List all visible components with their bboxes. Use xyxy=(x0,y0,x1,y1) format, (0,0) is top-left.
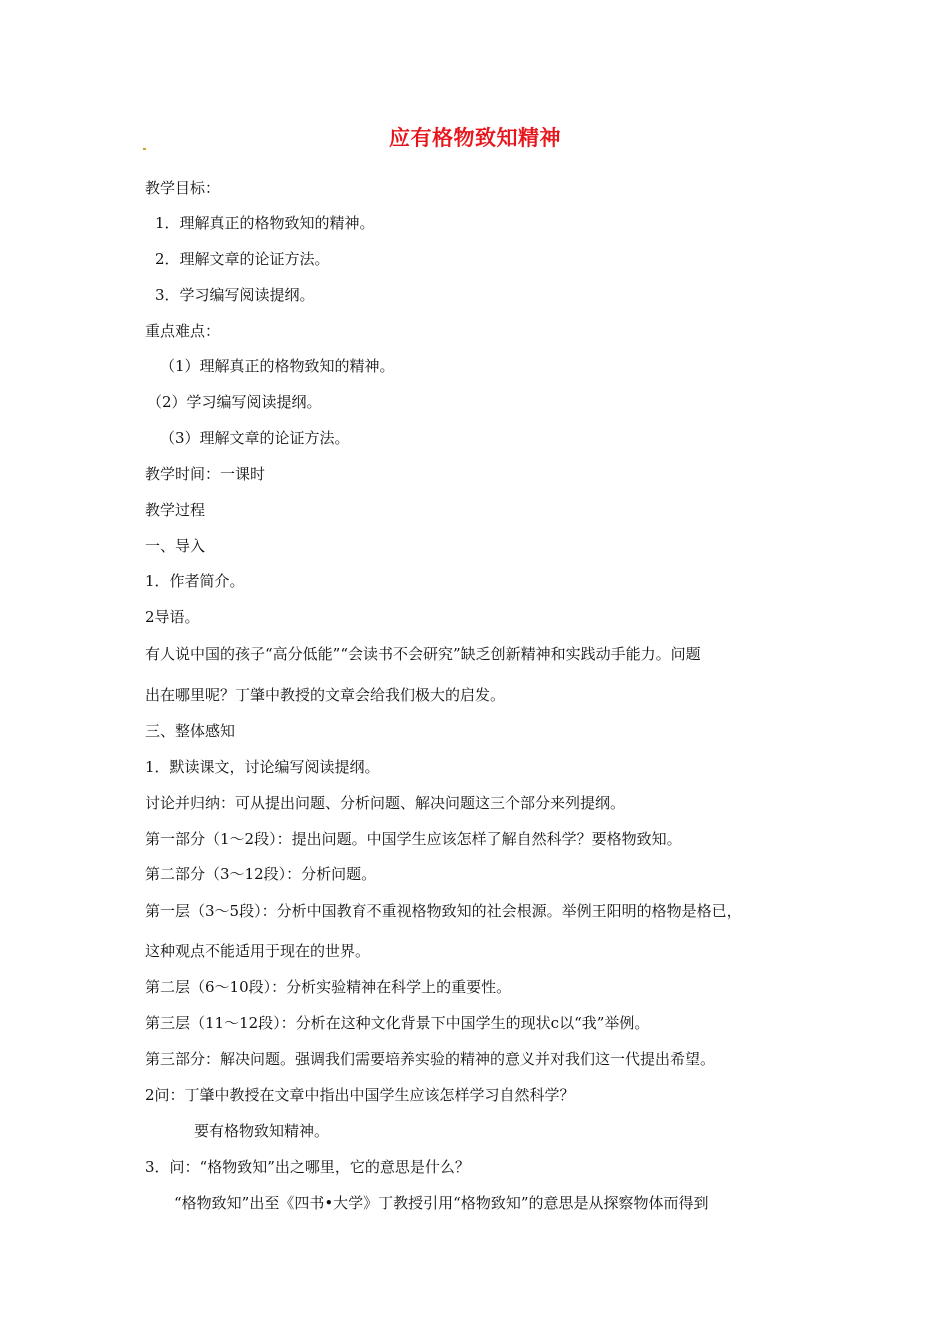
list-item: 2导语。 xyxy=(145,608,200,626)
question-line: 2问：丁肇中教授在文章中指出中国学生应该怎样学习自然科学？ xyxy=(145,1086,575,1104)
answer-line: 要有格物致知精神。 xyxy=(194,1122,330,1140)
paragraph-line: 第三层（11～12段）：分析在这种文化背景下中国学生的现状c以“我”举例。 xyxy=(145,1014,650,1032)
paragraph-line: 有人说中国的孩子“高分低能”“会读书不会研究”缺乏创新精神和实践动手能力。问题 xyxy=(145,645,701,663)
list-item: 1．作者简介。 xyxy=(145,572,245,590)
paragraph-line: 第二部分（3～12段）：分析问题。 xyxy=(145,865,377,883)
list-item: （1）理解真正的格物致知的精神。 xyxy=(160,357,395,375)
paragraph-line: 第二层（6～10段）：分析实验精神在科学上的重要性。 xyxy=(145,978,512,996)
section-heading-key-points: 重点难点： xyxy=(145,322,221,340)
paragraph-line: 教学时间：一课时 xyxy=(145,465,266,483)
answer-line: “格物致知”出至《四书•大学》丁教授引用“格物致知”的意思是从探察物体而得到 xyxy=(174,1194,709,1212)
page-title: 应有格物致知精神 xyxy=(389,126,561,150)
paragraph-line: 第一部分（1～2段）：提出问题。中国学生应该怎样了解自然科学？要格物致知。 xyxy=(145,830,682,848)
list-item: 1．理解真正的格物致知的精神。 xyxy=(155,214,375,232)
paragraph-line: 第三部分：解决问题。强调我们需要培养实验的精神的意义并对我们这一代提出希望。 xyxy=(145,1050,716,1068)
paragraph-line: 第一层（3～5段）：分析中国教育不重视格物致知的社会根源。举例王阳明的格物是格已， xyxy=(145,902,742,920)
section-heading-objectives: 教学目标： xyxy=(145,179,221,197)
list-item: （3）理解文章的论证方法。 xyxy=(160,429,350,447)
list-item: 2．理解文章的论证方法。 xyxy=(155,250,330,268)
section-heading: 三、整体感知 xyxy=(145,722,236,740)
list-item: （2）学习编写阅读提纲。 xyxy=(147,393,322,411)
list-item: 1．默读课文，讨论编写阅读提纲。 xyxy=(145,758,380,776)
question-line: 3．问：“格物致知”出之哪里，它的意思是什么？ xyxy=(145,1158,470,1176)
section-heading: 一、导入 xyxy=(145,537,206,555)
list-item: 3．学习编写阅读提纲。 xyxy=(155,286,315,304)
section-heading-process: 教学过程 xyxy=(145,501,206,519)
paragraph-line: 这种观点不能适用于现在的世界。 xyxy=(145,942,371,960)
paragraph-line: 讨论并归纳：可从提出问题、分析问题、解决问题这三个部分来列提纲。 xyxy=(145,794,626,812)
paragraph-line: 出在哪里呢？丁肇中教授的文章会给我们极大的启发。 xyxy=(145,686,506,704)
